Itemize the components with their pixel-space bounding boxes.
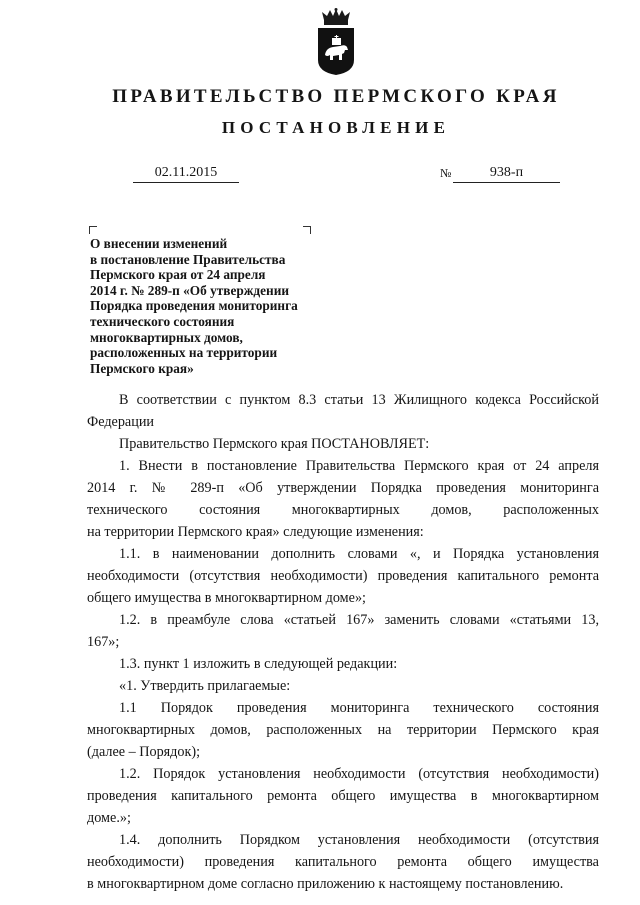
body-line: 1.3. пункт 1 изложить в следующей редакции: — [119, 656, 398, 672]
body-line: 1.1. в наименовании дополнить словами «, и Порядка установления — [119, 546, 599, 562]
document-date: 02.11.2015 — [133, 164, 239, 183]
body-line: 1.2. в преамбуле слова «статьей 167» заменить словами «статьями 13, — [119, 612, 599, 628]
body-line: доме.»; — [87, 810, 131, 826]
subject-bracket-right — [303, 226, 311, 234]
body-line: «1. Утвердить прилагаемые: — [119, 678, 291, 694]
subject-line: Порядка проведения мониторинга — [90, 298, 298, 314]
body-line: 1.1 Порядок проведения мониторинга технического состояния — [119, 700, 599, 716]
body-line: 1.4. дополнить Порядком установления необходимости (отсутствия — [119, 832, 599, 848]
body-line: на территории Пермского края» следующие изменения: — [87, 524, 424, 540]
subject-line: Пермского края от 24 апреля — [90, 267, 266, 283]
number-sign: № — [440, 166, 452, 180]
body-line: Правительство Пермского края ПОСТАНОВЛЯЕТ: — [119, 436, 430, 452]
document-type: ПОСТАНОВЛЕНИЕ — [221, 118, 451, 137]
subject-line: О внесении изменений — [90, 236, 228, 251]
subject-line: Пермского края» — [90, 360, 194, 376]
document-number: 938-п — [453, 164, 560, 183]
body-line: технического состояния многоквартирных домов, расположенных — [87, 502, 599, 518]
body-line: необходимости (отсутствия необходимости) проведения капитального ремонта — [87, 568, 599, 584]
body-line: необходимости) проведения капитального ремонта общего имущества — [87, 854, 599, 870]
subject-line: в постановление Правительства — [90, 251, 286, 267]
perm-krai-coat-of-arms-icon — [314, 8, 358, 76]
body-line: в многоквартирном доме согласно приложению к настоящему постановлению. — [87, 876, 564, 892]
body-line: (далее – Порядок); — [87, 744, 201, 760]
subject-line: технического состояния — [90, 313, 235, 329]
subject-bracket-left — [89, 226, 97, 234]
body-line: В соответствии с пунктом 8.3 статьи 13 Жилищного кодекса Российской — [119, 392, 599, 408]
document-subject — [90, 236, 330, 376]
subject-line: многоквартирных домов, — [90, 329, 243, 345]
body-line: многоквартирных домов, расположенных на территории Пермского края — [87, 722, 599, 738]
subject-line: 2014 г. № 289-п «Об утверждении — [90, 282, 290, 298]
body-line: Федерации — [87, 414, 155, 430]
body-line: проведения капитального ремонта общего имущества в многоквартирном — [87, 788, 599, 804]
subject-line: расположенных на территории — [90, 345, 278, 361]
body-line: 2014 г. № 289-п «Об утверждении Порядка проведения мониторинга — [87, 480, 599, 496]
body-line: 1.2. Порядок установления необходимости (отсутствия необходимости) — [119, 766, 599, 782]
body-line: 167»; — [87, 634, 120, 650]
body-line: общего имущества в многоквартирном доме»; — [87, 590, 366, 606]
government-title: ПРАВИТЕЛЬСТВО ПЕРМСКОГО КРАЯ — [112, 86, 560, 107]
body-line: 1. Внести в постановление Правительства Пермского края от 24 апреля — [119, 458, 599, 474]
